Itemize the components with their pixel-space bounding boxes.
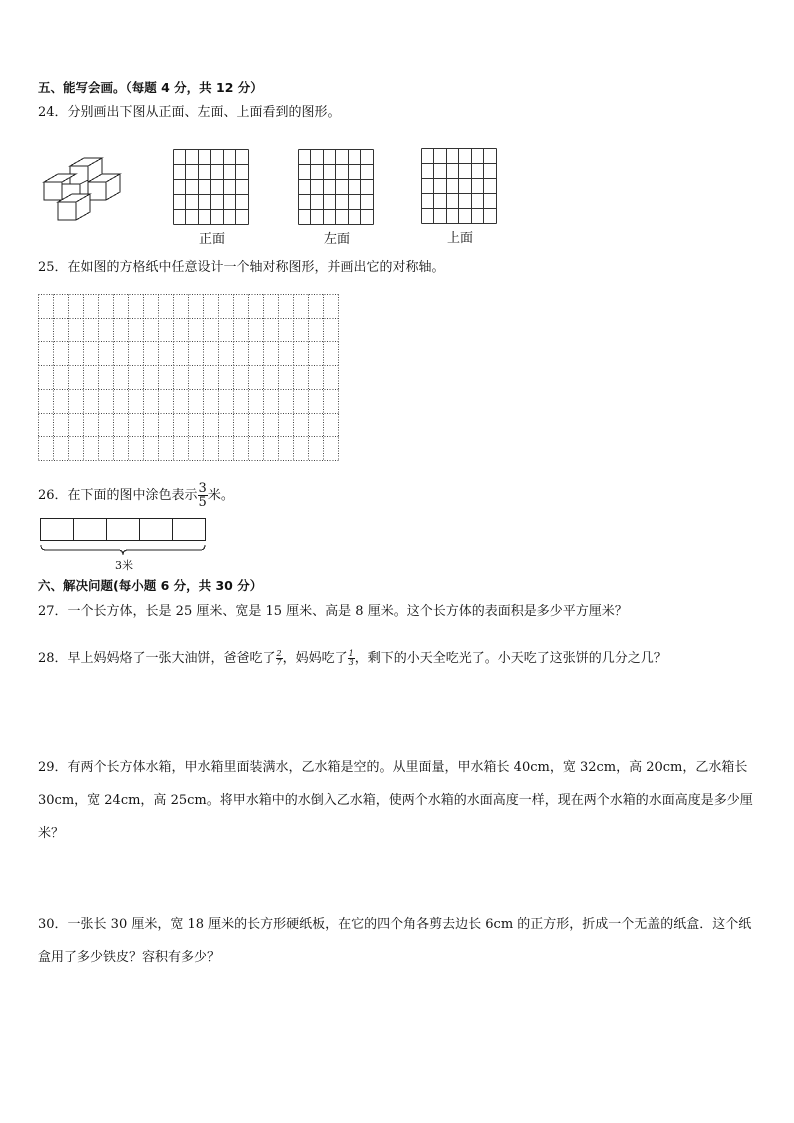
fraction-three-fifths [198, 482, 208, 509]
front-view-label: 正面 [199, 232, 226, 247]
question-28-part3: ，剩下的小天全吃光了。小天吃了这张饼的几分之几？ [354, 651, 667, 666]
question-24: 24．分别画出下图从正面、左面、上面看到的图形。 [38, 105, 341, 120]
fraction-two-sevenths [276, 650, 283, 667]
question-28 [38, 648, 667, 670]
five-box-bar[interactable] [38, 516, 210, 558]
question-25: 25．在如图的方格纸中任意设计一个轴对称图形，并画出它的对称轴。 [38, 260, 445, 275]
question-29: 29．有两个长方体水箱，甲水箱里面装满水，乙水箱是空的。从里面量，甲水箱长 40cm，宽 32cm，高 20cm，乙水箱长 30cm，宽 24cm，高 25cm。将甲水箱中的水倒入乙水箱，使两个水箱的水面高度一样，现在两个水箱的水面高度是多少厘米？ [38, 760, 753, 841]
fraction-numerator: 2 [276, 649, 282, 658]
fraction-denominator: 3 [348, 658, 354, 667]
question-27: 27．一个长方体，长是 25 厘米、宽是 15 厘米、高是 8 厘米。这个长方体的表面积是多少平方厘米？ [38, 604, 628, 619]
question-26-prefix: 26．在下面的图中涂色表示 [38, 488, 198, 503]
fraction-denominator: 5 [198, 495, 207, 510]
front-view-grid[interactable] [173, 149, 249, 225]
fraction-numerator: 1 [348, 649, 354, 658]
question-28-part1: 28．早上妈妈烙了一张大油饼，爸爸吃了 [38, 651, 276, 666]
cube-figure [40, 152, 122, 222]
section-six-title: 六、解决问题(每小题 6 分，共 30 分） [38, 578, 263, 593]
fraction-numerator: 3 [198, 481, 207, 496]
left-view-grid[interactable] [298, 149, 374, 225]
left-view-label: 左面 [324, 232, 351, 247]
top-view-grid[interactable] [421, 148, 497, 224]
question-28-part2: ，妈妈吃了 [282, 651, 348, 666]
dotted-grid-paper[interactable] [38, 294, 339, 461]
bar-length-label: 3米 [115, 559, 133, 572]
section-five-title: 五、能写会画。（每题 4 分，共 12 分） [38, 80, 263, 95]
top-view-label: 上面 [447, 231, 474, 246]
question-30: 30．一张长 30 厘米，宽 18 厘米的长方形硬纸板，在它的四个角各剪去边长 6cm 的正方形，折成一个无盖的纸盒．这个纸盒用了多少铁皮？容积有多少？ [38, 917, 752, 965]
question-26-suffix: 米。 [207, 488, 234, 503]
fraction-one-third [348, 650, 355, 667]
fraction-denominator: 7 [276, 658, 282, 667]
question-26 [38, 482, 234, 509]
